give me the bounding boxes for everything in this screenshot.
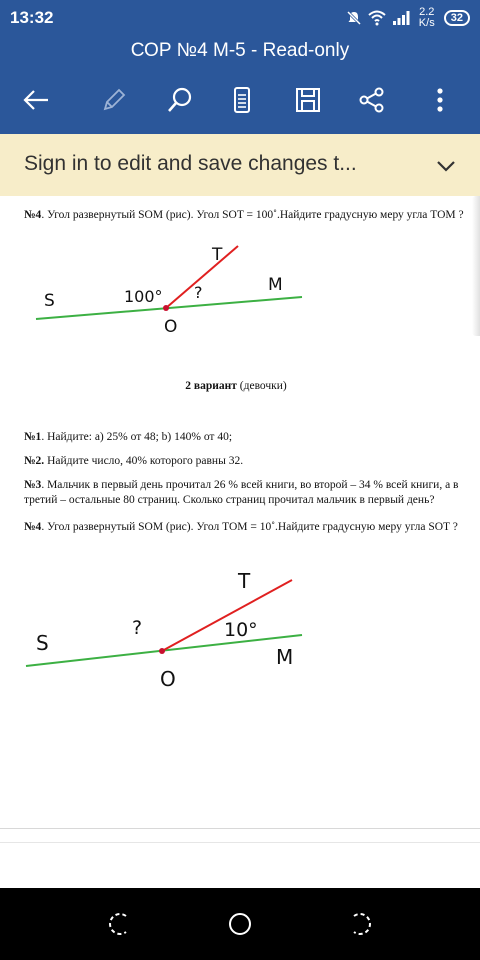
document-page — [0, 196, 472, 826]
point-o — [163, 305, 169, 311]
task3: №3. Мальчик в первый день прочитал 26 % всей книги, во второй – 34 % всей книги, а в третий – остальные 80 страниц. Сколько страниц прочитал мальчик в первый день? — [24, 479, 459, 506]
share-icon[interactable] — [352, 80, 392, 120]
angle-sot-label: 100° — [124, 287, 163, 306]
reading-view-icon[interactable] — [222, 80, 262, 120]
sign-in-banner[interactable] — [0, 134, 480, 196]
wifi-icon — [368, 10, 386, 26]
navigation-bar — [0, 888, 480, 960]
search-icon[interactable] — [160, 80, 200, 120]
back-icon[interactable] — [346, 910, 374, 938]
chevron-down-icon[interactable] — [434, 154, 458, 178]
figure-angle-1 — [30, 240, 320, 340]
figure-angle-2 — [20, 566, 320, 696]
task1: №1. Найдите: а) 25% от 48; b) 140% от 40; — [24, 431, 233, 443]
home-icon[interactable] — [226, 910, 254, 938]
variant2-heading: 2 вариант (девочки) — [185, 380, 287, 392]
label-m: M — [276, 645, 294, 669]
label-t: T — [212, 245, 223, 265]
label-o: O — [160, 667, 176, 691]
angle-sot-label: ? — [132, 617, 143, 639]
label-t: T — [238, 569, 251, 593]
recents-icon[interactable] — [106, 910, 134, 938]
angle-tom-label: ? — [194, 283, 203, 302]
point-o — [159, 648, 165, 654]
status-icons — [346, 6, 470, 30]
status-bar — [0, 0, 480, 36]
task4-variant1: №4. Угол развернутый SOM (рис). Угол SOT = 100˚.Найдите градусную меру угла TOM ? — [24, 209, 464, 221]
app-bar — [0, 0, 480, 134]
banner-text: Sign in to edit and save changes t... — [24, 152, 357, 175]
save-icon[interactable] — [288, 80, 328, 120]
toolbar — [0, 80, 480, 120]
label-o: O — [164, 317, 178, 337]
label-m: M — [268, 275, 283, 295]
label-s: S — [36, 631, 49, 655]
page-divider — [0, 828, 480, 829]
task2: №2. Найдите число, 40% которого равны 32. — [24, 455, 244, 467]
document-title: СОР №4 М-5 - Read-only — [130, 40, 350, 61]
edit-pencil-icon[interactable] — [94, 80, 134, 120]
angle-tom-label: 10° — [224, 619, 258, 641]
net-speed: 2.2 K/s — [418, 6, 435, 29]
mute-icon — [346, 10, 362, 26]
battery-icon: 32 — [444, 10, 470, 26]
more-icon[interactable] — [420, 80, 460, 120]
back-arrow-icon[interactable] — [16, 80, 56, 120]
signal-icon — [392, 10, 410, 26]
label-s: S — [44, 291, 55, 311]
bottom-area — [0, 842, 480, 888]
task4-variant2: №4. Угол развернутый SOM (рис). Угол TOM = 10˚.Найдите градусную меру угла SOT ? — [24, 521, 458, 533]
status-time: 13:32 — [10, 8, 54, 27]
scrollbar[interactable] — [472, 196, 480, 336]
